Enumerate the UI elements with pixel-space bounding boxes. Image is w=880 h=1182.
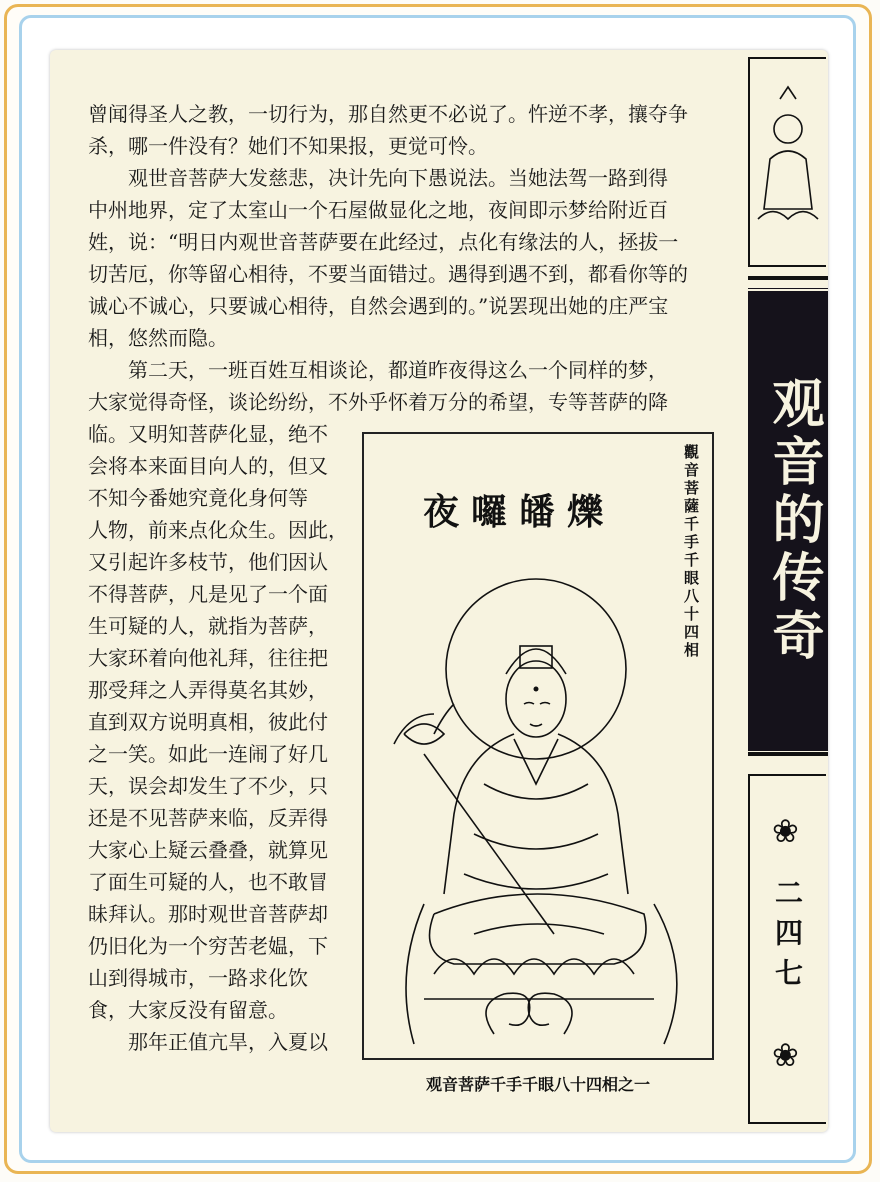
book-title: 观音的传奇 xyxy=(763,376,824,666)
text-line: 不知今番她究竟化身何等 xyxy=(88,486,308,510)
page-number: 二四七 xyxy=(771,878,804,998)
flower-ornament-icon: ❀ xyxy=(772,812,799,850)
text-line: 天，误会却发生了不少，只 xyxy=(88,774,328,798)
text-line: 了面生可疑的人，也不敢冒 xyxy=(88,870,328,894)
text-line: 大家环着向他礼拜，往往把 xyxy=(88,646,328,670)
text-line: 大家觉得奇怪，谈论纷纷，不外乎怀着万分的希望，专等菩萨的降 xyxy=(88,390,668,414)
text-line: 中州地界，定了太室山一个石屋做显化之地，夜间即示梦给附近百 xyxy=(88,198,668,222)
text-line: 生可疑的人，就指为菩萨， xyxy=(88,614,328,638)
sidebar-title-band xyxy=(748,286,828,751)
text-line: 诚心不诚心，只要诚心相待，自然会遇到的。”说罢现出她的庄严宝 xyxy=(88,294,669,318)
text-line: 人物，前来点化众生。因此， xyxy=(88,518,348,542)
text-line: 大家心上疑云叠叠，就算见 xyxy=(88,838,328,862)
text-line: 那受拜之人弄得莫名其妙， xyxy=(88,678,328,702)
sidebar-rule-bottom xyxy=(748,752,828,756)
text-line: 杀，哪一件没有？她们不知果报，更觉可怜。 xyxy=(88,134,488,158)
book-page xyxy=(50,50,828,1132)
sidebar-thumbnail xyxy=(748,57,826,267)
text-line: 曾闻得圣人之教，一切行为，那自然更不必说了。忤逆不孝，攘夺争 xyxy=(88,102,688,126)
sidebar-page-box xyxy=(748,774,826,1124)
text-line: 昧拜认。那时观世音菩萨却 xyxy=(88,902,328,926)
text-line: 那年正值亢旱，入夏以 xyxy=(88,1030,328,1054)
sidebar-rule-top xyxy=(748,276,828,280)
guanyin-figure-drawing xyxy=(364,434,712,1058)
flower-ornament-icon: ❀ xyxy=(772,1036,799,1074)
text-line: 山到得城市，一路求化饮 xyxy=(88,966,308,990)
text-line: 临。又明知菩萨化显，绝不 xyxy=(88,422,328,446)
text-line: 不得菩萨，凡是见了一个面 xyxy=(88,582,328,606)
text-line: 食，大家反没有留意。 xyxy=(88,998,288,1022)
text-line: 仍旧化为一个穷苦老媪，下 xyxy=(88,934,328,958)
text-line: 会将本来面目向人的，但又 xyxy=(88,454,328,478)
text-line: 第二天，一班百姓互相谈论，都道昨夜得这么一个同样的梦， xyxy=(88,358,668,382)
text-line: 还是不见菩萨来临，反弄得 xyxy=(88,806,328,830)
text-line: 直到双方说明真相，彼此付 xyxy=(88,710,328,734)
text-line: 姓，说：“明日内观世音菩萨要在此经过，点化有缘法的人，拯拔一 xyxy=(88,230,679,254)
text-line: 观世音菩萨大发慈悲，决计先向下愚说法。当她法驾一路到得 xyxy=(88,166,668,190)
illustration-vertical-label: 觀音菩薩千手千眼八十四相 xyxy=(682,444,700,660)
illustration-caption: 观音菩萨千手千眼八十四相之一 xyxy=(425,1075,650,1094)
text-line: 之一笑。如此一连闹了好几 xyxy=(88,742,328,766)
illustration-box xyxy=(362,432,714,1060)
text-line: 又引起许多枝节，他们因认 xyxy=(88,550,328,574)
illustration-title: 夜囉皤爍 xyxy=(422,491,615,533)
small-guanyin-icon xyxy=(750,59,826,265)
text-line: 相，悠然而隐。 xyxy=(88,326,228,350)
text-line: 切苦厄，你等留心相待，不要当面错过。遇得到遇不到，都看你等的 xyxy=(88,262,688,286)
